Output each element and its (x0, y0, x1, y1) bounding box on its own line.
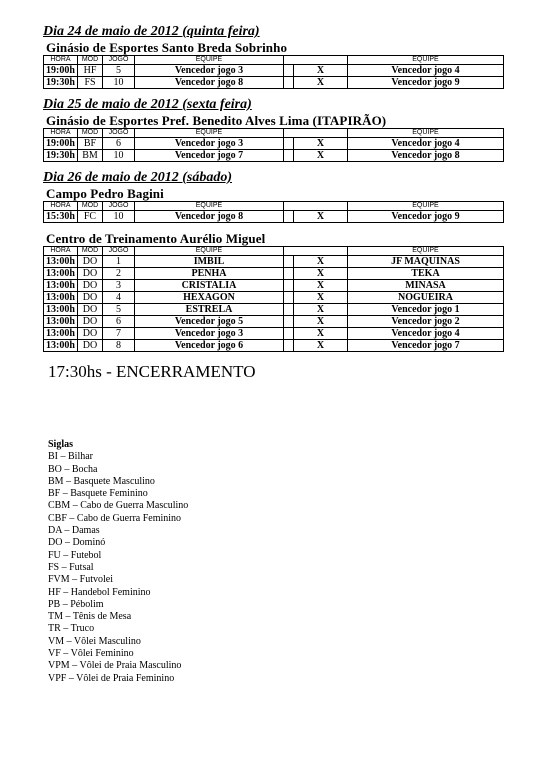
sigla-item: HF – Handebol Feminino (48, 586, 151, 598)
header-hora: HORA (44, 129, 78, 138)
siglas-list (48, 451, 188, 685)
game-number: 5 (103, 65, 135, 77)
table-header-row (44, 56, 504, 65)
sigla-item: VM – Vôlei Masculino (48, 635, 141, 647)
sigla-item: BI – Bilhar (48, 451, 93, 463)
sigla-item: FS – Futsal (48, 561, 94, 573)
table-row (44, 328, 504, 340)
sigla-item: VPF – Vôlei de Praia Feminino (48, 672, 175, 684)
game-time: 13:00h (44, 292, 78, 304)
venue-heading: Campo Pedro Bagini (46, 186, 164, 201)
team-away: Vencedor jogo 2 (348, 316, 504, 328)
games-table (43, 246, 504, 352)
versus-mark: X (294, 268, 348, 280)
table-header-row (44, 202, 504, 211)
header-blank (284, 129, 348, 138)
team-away: Vencedor jogo 7 (348, 340, 504, 352)
sigla-item: CBM – Cabo de Guerra Masculino (48, 500, 189, 512)
game-number: 10 (103, 150, 135, 162)
game-number: 3 (103, 280, 135, 292)
sigla-item: DA – Damas (48, 525, 100, 537)
games-table (43, 128, 504, 162)
games-table (43, 55, 504, 89)
versus-mark: X (294, 77, 348, 89)
games-table (43, 201, 504, 223)
game-number: 1 (103, 256, 135, 268)
session-block (43, 170, 503, 223)
game-time: 19:30h (44, 77, 78, 89)
versus-mark: X (294, 304, 348, 316)
table-row (44, 280, 504, 292)
spacer-cell (284, 292, 294, 304)
team-away: Vencedor jogo 4 (348, 138, 504, 150)
header-equipe: EQUIPE (348, 202, 504, 211)
header-equipe: EQUIPE (135, 129, 284, 138)
spacer-cell (284, 340, 294, 352)
game-modality: DO (78, 292, 103, 304)
versus-mark: X (294, 150, 348, 162)
spacer-cell (284, 77, 294, 89)
table-row (44, 292, 504, 304)
spacer-cell (284, 256, 294, 268)
spacer-cell (284, 138, 294, 150)
header-mod: MOD (78, 247, 103, 256)
game-number: 8 (103, 340, 135, 352)
versus-mark: X (294, 65, 348, 77)
header-mod: MOD (78, 129, 103, 138)
game-modality: DO (78, 280, 103, 292)
game-number: 10 (103, 77, 135, 89)
game-time: 13:00h (44, 340, 78, 352)
header-equipe: EQUIPE (135, 56, 284, 65)
day-heading: Dia 26 de maio de 2012 (sábado) (43, 170, 232, 185)
session-block (43, 24, 503, 89)
closing-text: 17:30hs - ENCERRAMENTO (48, 362, 256, 381)
venue-heading: Centro de Treinamento Aurélio Miguel (46, 231, 266, 246)
table-header-row (44, 247, 504, 256)
game-modality: DO (78, 256, 103, 268)
team-home: IMBIL (135, 256, 284, 268)
team-home: Vencedor jogo 8 (135, 77, 284, 89)
header-jogo: JOGO (103, 202, 135, 211)
versus-mark: X (294, 328, 348, 340)
session-block (43, 97, 503, 162)
sigla-item: BO – Bocha (48, 463, 98, 475)
sigla-item: FU – Futebol (48, 549, 102, 561)
header-equipe: EQUIPE (348, 247, 504, 256)
team-away: Vencedor jogo 8 (348, 150, 504, 162)
venue-heading: Ginásio de Esportes Pref. Benedito Alves Lima (ITAPIRÃO) (46, 113, 387, 128)
header-blank (284, 202, 348, 211)
game-modality: BF (78, 138, 103, 150)
sigla-item: BF – Basquete Feminino (48, 488, 148, 500)
versus-mark: X (294, 280, 348, 292)
game-number: 6 (103, 316, 135, 328)
table-row (44, 138, 504, 150)
header-equipe: EQUIPE (135, 247, 284, 256)
sessions-container (43, 24, 503, 352)
game-modality: DO (78, 328, 103, 340)
session-block (43, 231, 503, 352)
game-modality: HF (78, 65, 103, 77)
header-hora: HORA (44, 202, 78, 211)
spacer-cell (284, 328, 294, 340)
header-equipe: EQUIPE (348, 129, 504, 138)
sigla-item: TM – Tênis de Mesa (48, 611, 132, 623)
header-equipe: EQUIPE (348, 56, 504, 65)
sigla-item: TR – Truco (48, 623, 95, 635)
team-home: Vencedor jogo 8 (135, 211, 284, 223)
team-away: Vencedor jogo 1 (348, 304, 504, 316)
table-row (44, 340, 504, 352)
table-row (44, 65, 504, 77)
table-row (44, 316, 504, 328)
game-modality: DO (78, 340, 103, 352)
team-away: JF MAQUINAS (348, 256, 504, 268)
header-equipe: EQUIPE (135, 202, 284, 211)
header-hora: HORA (44, 56, 78, 65)
header-jogo: JOGO (103, 129, 135, 138)
versus-mark: X (294, 316, 348, 328)
header-jogo: JOGO (103, 247, 135, 256)
game-number: 5 (103, 304, 135, 316)
sigla-item: VPM – Vôlei de Praia Masculino (48, 660, 182, 672)
team-home: CRISTALIA (135, 280, 284, 292)
game-modality: FC (78, 211, 103, 223)
game-number: 6 (103, 138, 135, 150)
day-heading: Dia 25 de maio de 2012 (sexta feira) (43, 97, 252, 112)
sigla-item: FVM – Futvolei (48, 574, 114, 586)
spacer-cell (284, 150, 294, 162)
team-away: Vencedor jogo 9 (348, 77, 504, 89)
team-home: Vencedor jogo 3 (135, 328, 284, 340)
team-home: Vencedor jogo 3 (135, 138, 284, 150)
game-number: 10 (103, 211, 135, 223)
team-away: NOGUEIRA (348, 292, 504, 304)
team-home: Vencedor jogo 6 (135, 340, 284, 352)
spacer-cell (284, 268, 294, 280)
game-number: 2 (103, 268, 135, 280)
team-home: PENHA (135, 268, 284, 280)
sigla-item: DO – Dominó (48, 537, 106, 549)
spacer-cell (284, 211, 294, 223)
game-time: 13:00h (44, 268, 78, 280)
spacer-cell (284, 304, 294, 316)
game-time: 19:30h (44, 150, 78, 162)
versus-mark: X (294, 211, 348, 223)
game-modality: FS (78, 77, 103, 89)
game-modality: DO (78, 268, 103, 280)
game-time: 13:00h (44, 328, 78, 340)
team-home: Vencedor jogo 3 (135, 65, 284, 77)
spacer-cell (284, 65, 294, 77)
header-mod: MOD (78, 56, 103, 65)
venue-heading: Ginásio de Esportes Santo Breda Sobrinho (46, 40, 288, 55)
schedule-page (43, 24, 503, 382)
team-away: Vencedor jogo 9 (348, 211, 504, 223)
spacer-cell (284, 316, 294, 328)
spacer-cell (284, 280, 294, 292)
header-blank (284, 247, 348, 256)
game-time: 15:30h (44, 211, 78, 223)
sigla-item: VF – Vôlei Feminino (48, 648, 134, 660)
table-row (44, 268, 504, 280)
header-hora: HORA (44, 247, 78, 256)
sigla-item: BM – Basquete Masculino (48, 475, 155, 487)
team-home: ESTRELA (135, 304, 284, 316)
game-modality: DO (78, 316, 103, 328)
team-away: Vencedor jogo 4 (348, 328, 504, 340)
team-home: Vencedor jogo 5 (135, 316, 284, 328)
sigla-item: CBF – Cabo de Guerra Feminino (48, 512, 182, 524)
game-time: 19:00h (44, 138, 78, 150)
game-time: 13:00h (44, 280, 78, 292)
game-modality: DO (78, 304, 103, 316)
table-row (44, 211, 504, 223)
sigla-item: PB – Pébolim (48, 598, 104, 610)
table-row (44, 304, 504, 316)
header-mod: MOD (78, 202, 103, 211)
game-time: 13:00h (44, 304, 78, 316)
game-number: 4 (103, 292, 135, 304)
header-blank (284, 56, 348, 65)
siglas-title: Siglas (48, 439, 74, 450)
table-row (44, 150, 504, 162)
siglas-legend (48, 439, 188, 685)
game-number: 7 (103, 328, 135, 340)
header-jogo: JOGO (103, 56, 135, 65)
versus-mark: X (294, 292, 348, 304)
table-row (44, 256, 504, 268)
team-home: Vencedor jogo 7 (135, 150, 284, 162)
game-time: 19:00h (44, 65, 78, 77)
table-header-row (44, 129, 504, 138)
versus-mark: X (294, 340, 348, 352)
game-time: 13:00h (44, 256, 78, 268)
table-row (44, 77, 504, 89)
game-modality: BM (78, 150, 103, 162)
team-away: TEKA (348, 268, 504, 280)
versus-mark: X (294, 138, 348, 150)
team-home: HEXAGON (135, 292, 284, 304)
versus-mark: X (294, 256, 348, 268)
team-away: MINASA (348, 280, 504, 292)
team-away: Vencedor jogo 4 (348, 65, 504, 77)
game-time: 13:00h (44, 316, 78, 328)
day-heading: Dia 24 de maio de 2012 (quinta feira) (43, 24, 260, 39)
